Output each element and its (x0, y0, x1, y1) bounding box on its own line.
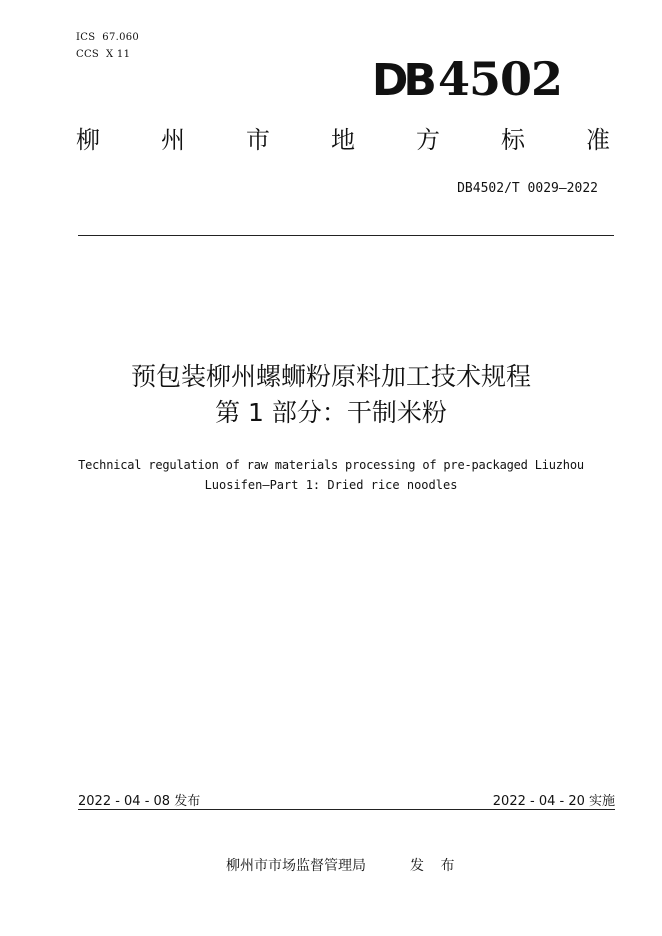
publisher-name: 柳州市市场监督管理局 (226, 858, 366, 874)
authority-char: 柳 (76, 126, 100, 154)
logo-number: 4502 (437, 52, 562, 106)
authority-title (76, 128, 610, 152)
chinese-title-line2: 第 1 部分：干制米粉 (215, 398, 447, 427)
authority-char: 市 (246, 126, 270, 154)
authority-char: 准 (586, 126, 610, 154)
logo-prefix: DB (371, 55, 432, 106)
chinese-title-line1: 预包装柳州螺蛳粉原料加工技术规程 (130, 362, 531, 391)
bottom-divider (78, 809, 615, 810)
ccs-code: CCS X 11 (76, 49, 131, 60)
authority-char: 方 (416, 126, 440, 154)
issue-date: 2022 - 04 - 08 发布 (78, 794, 201, 809)
db-logo (371, 52, 562, 106)
standard-number: DB4502/T 0029—2022 (457, 181, 598, 196)
authority-char: 州 (161, 126, 185, 154)
authority-char: 地 (331, 126, 355, 154)
top-divider (78, 235, 614, 236)
implementation-date: 2022 - 04 - 20 实施 (492, 794, 615, 809)
ics-code: ICS 67.060 (76, 32, 140, 43)
english-title-line2: Luosifen—Part 1: Dried rice noodles (204, 478, 458, 492)
english-title-line1: Technical regulation of raw materials processing of pre-packaged Liuzhou (78, 458, 584, 472)
publish-label: 发 布 (410, 858, 461, 874)
authority-char: 标 (501, 126, 525, 154)
